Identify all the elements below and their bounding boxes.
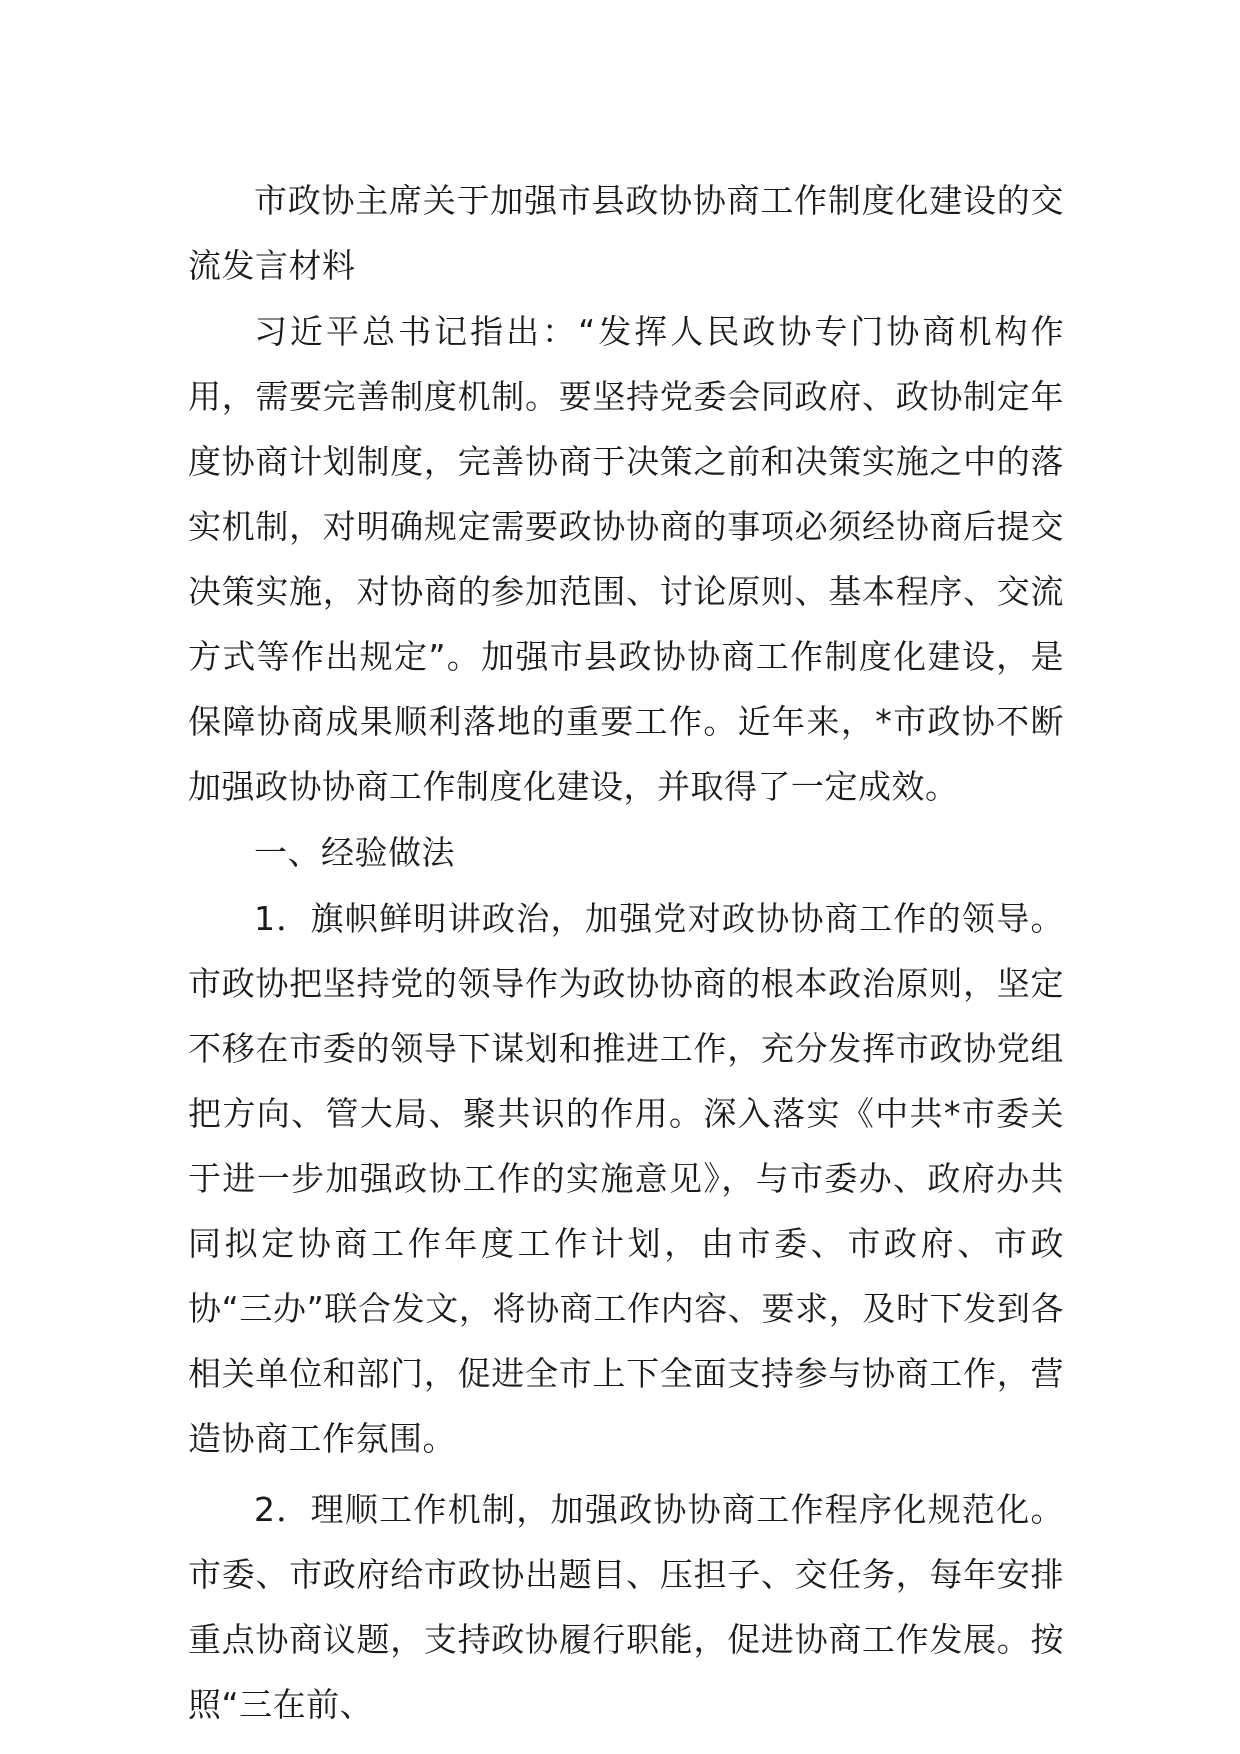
item-1-paragraph: 1．旗帜鲜明讲政治，加强党对政协协商工作的领导。市政协把坚持党的领导作为政协协商的根本政治原则，坚定不移在市委的领导下谋划和推进工作，充分发挥市政协党组把方向、管大局、聚共识的作用。深入落实《中共*市委关于进一步加强政协工作的实施意见》，与市委办、政府办共同拟定协商工作年度工作计划，由市委、市政府、市政协“三办”联合发文，将协商工作内容、要求，及时下发到各相关单位和部门，促进全市上下全面支持参与协商工作，营造协商工作氛围。	[188, 899, 1064, 1458]
section-heading: 一、经验做法	[254, 833, 455, 872]
document-body	[188, 168, 1064, 1737]
intro-paragraph: 习近平总书记指出：“发挥人民政协专门协商机构作用，需要完善制度机制。要坚持党委会同政府、政协制定年度协商计划制度，完善协商于决策之前和决策实施之中的落实机制，对明确规定需要政协协商的事项必须经协商后提交决策实施，对协商的参加范围、讨论原则、基本程序、交流方式等作出规定”。加强市县政协协商工作制度化建设，是保障协商成果顺利落地的重要工作。近年来，*市政协不断加强政协协商工作制度化建设，并取得了一定成效。	[188, 312, 1064, 806]
item-2-paragraph: 2．理顺工作机制，加强政协协商工作程序化规范化。市委、市政府给市政协出题目、压担子、交任务，每年安排重点协商议题，支持政协履行职能，促进协商工作发展。按照“三在前、	[188, 1490, 1064, 1724]
document-title: 市政协主席关于加强市县政协协商工作制度化建设的交流发言材料	[188, 181, 1064, 285]
